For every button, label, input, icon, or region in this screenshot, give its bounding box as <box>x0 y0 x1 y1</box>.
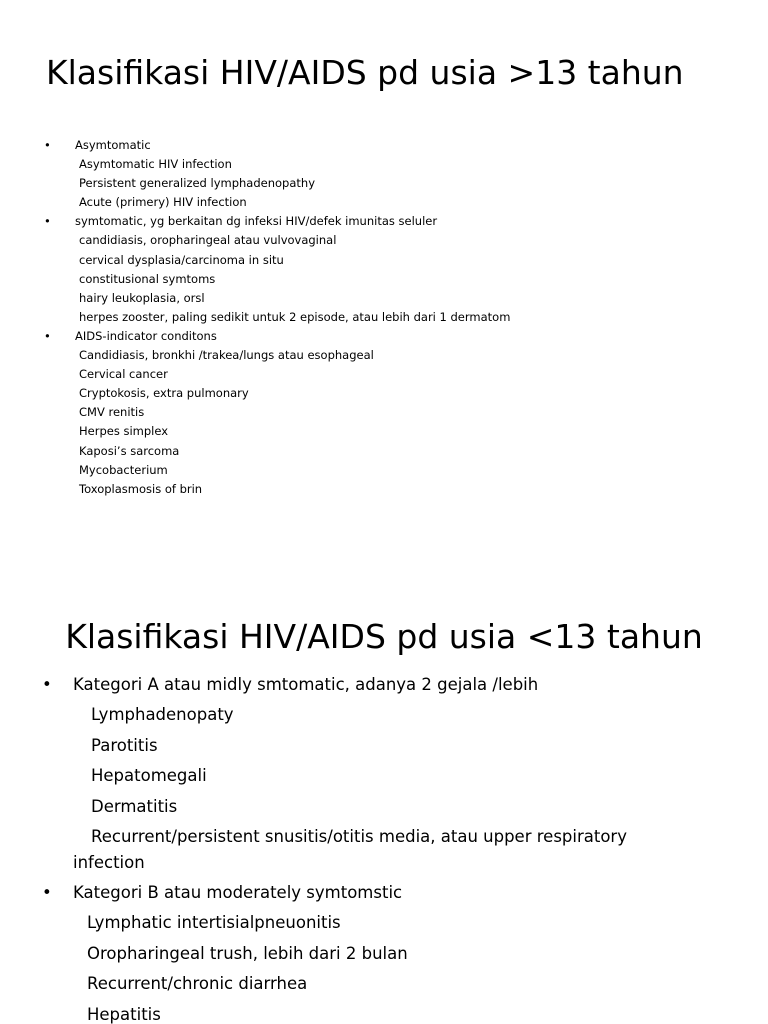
sub-item-label: cervical dysplasia/carcinoma in situ <box>79 252 284 267</box>
sub-item <box>0 792 671 822</box>
sub-item-label: candidiasis, oropharingeal atau vulvovaginal <box>79 233 337 248</box>
sub-item-label: Oropharingeal trush, lebih dari 2 bulan <box>87 943 408 963</box>
category-item <box>0 212 510 231</box>
sub-item <box>0 442 510 461</box>
sub-item <box>0 251 510 270</box>
sub-item <box>0 1000 671 1024</box>
bullet-icon: • <box>42 883 52 903</box>
sub-item-label: Cervical cancer <box>79 367 168 382</box>
sub-item-label: Hepatitis <box>87 1004 161 1024</box>
category-item <box>0 327 510 346</box>
sub-item-label: Asymtomatic HIV infection <box>79 157 232 172</box>
category-item <box>0 878 671 908</box>
sub-item <box>0 700 671 730</box>
sub-item <box>0 731 671 761</box>
sub-item <box>0 193 510 212</box>
sub-item <box>0 384 510 403</box>
sub-item <box>0 969 671 999</box>
sub-item <box>0 308 510 327</box>
category-label: Kategori A atau midly smtomatic, adanya 2 gejala /lebih <box>73 675 539 694</box>
slide-1-bullet-list <box>0 136 510 499</box>
category-label: Kategori B atau moderately symtomstic <box>73 883 403 903</box>
sub-item-label: Parotitis <box>91 735 158 755</box>
sub-item <box>0 270 510 289</box>
slide-1-title: Klasifikasi HIV/AIDS pd usia >13 tahun <box>46 53 684 92</box>
sub-item-label: constitusional symtoms <box>79 271 216 286</box>
sub-item-label: hairy leukoplasia, orsl <box>79 290 205 305</box>
sub-item-label: Lymphatic intertisialpneuonitis <box>87 913 341 933</box>
sub-item-label: Cryptokosis, extra pulmonary <box>79 386 249 401</box>
sub-item-label: Mycobacterium <box>79 462 168 477</box>
sub-item <box>0 289 510 308</box>
category-label: symtomatic, yg berkaitan dg infeksi HIV/defek imunitas seluler <box>75 214 438 229</box>
sub-item-label: Hepatomegali <box>91 766 207 786</box>
sub-item-label: Kaposi’s sarcoma <box>79 443 180 458</box>
sub-item-label: Persistent generalized lymphadenopathy <box>79 176 316 191</box>
slide-2-bullet-list <box>0 670 671 1024</box>
category-item <box>0 670 671 700</box>
sub-item-label: Recurrent/persistent snusitis/otitis media, atau upper respiratory infection <box>73 827 627 873</box>
sub-item-label: Candidiasis, bronkhi /trakea/lungs atau esophageal <box>79 348 374 363</box>
sub-item-label: Dermatitis <box>91 796 178 816</box>
category-item <box>0 136 510 155</box>
slide-2-title: Klasifikasi HIV/AIDS pd usia <13 tahun <box>65 617 703 656</box>
sub-item <box>0 939 671 969</box>
sub-item <box>0 174 510 193</box>
sub-item <box>0 346 510 365</box>
sub-item-label: Lymphadenopaty <box>91 705 234 725</box>
sub-item-label: Herpes simplex <box>79 424 169 439</box>
sub-item <box>0 403 510 422</box>
sub-item <box>0 480 510 499</box>
slide-2 <box>0 560 768 1024</box>
sub-item <box>0 824 671 876</box>
sub-item-label: Recurrent/chronic diarrhea <box>87 974 308 994</box>
sub-item-label: herpes zooster, paling sedikit untuk 2 episode, atau lebih dari 1 dermatom <box>79 309 511 324</box>
sub-item <box>0 461 510 480</box>
sub-item <box>0 365 510 384</box>
bullet-icon: • <box>44 328 51 343</box>
bullet-icon: • <box>44 138 51 152</box>
bullet-icon: • <box>42 675 52 694</box>
sub-item <box>0 155 510 174</box>
bullet-icon: • <box>44 214 51 229</box>
sub-item <box>0 761 671 791</box>
sub-item-label: CMV renitis <box>79 405 145 420</box>
category-label: AIDS-indicator conditons <box>75 328 217 343</box>
sub-item <box>0 908 671 938</box>
category-label: Asymtomatic <box>75 138 151 152</box>
sub-item-label: Toxoplasmosis of brin <box>79 481 203 496</box>
sub-item <box>0 231 510 250</box>
sub-item-label: Acute (primery) HIV infection <box>79 195 247 210</box>
sub-item <box>0 422 510 441</box>
